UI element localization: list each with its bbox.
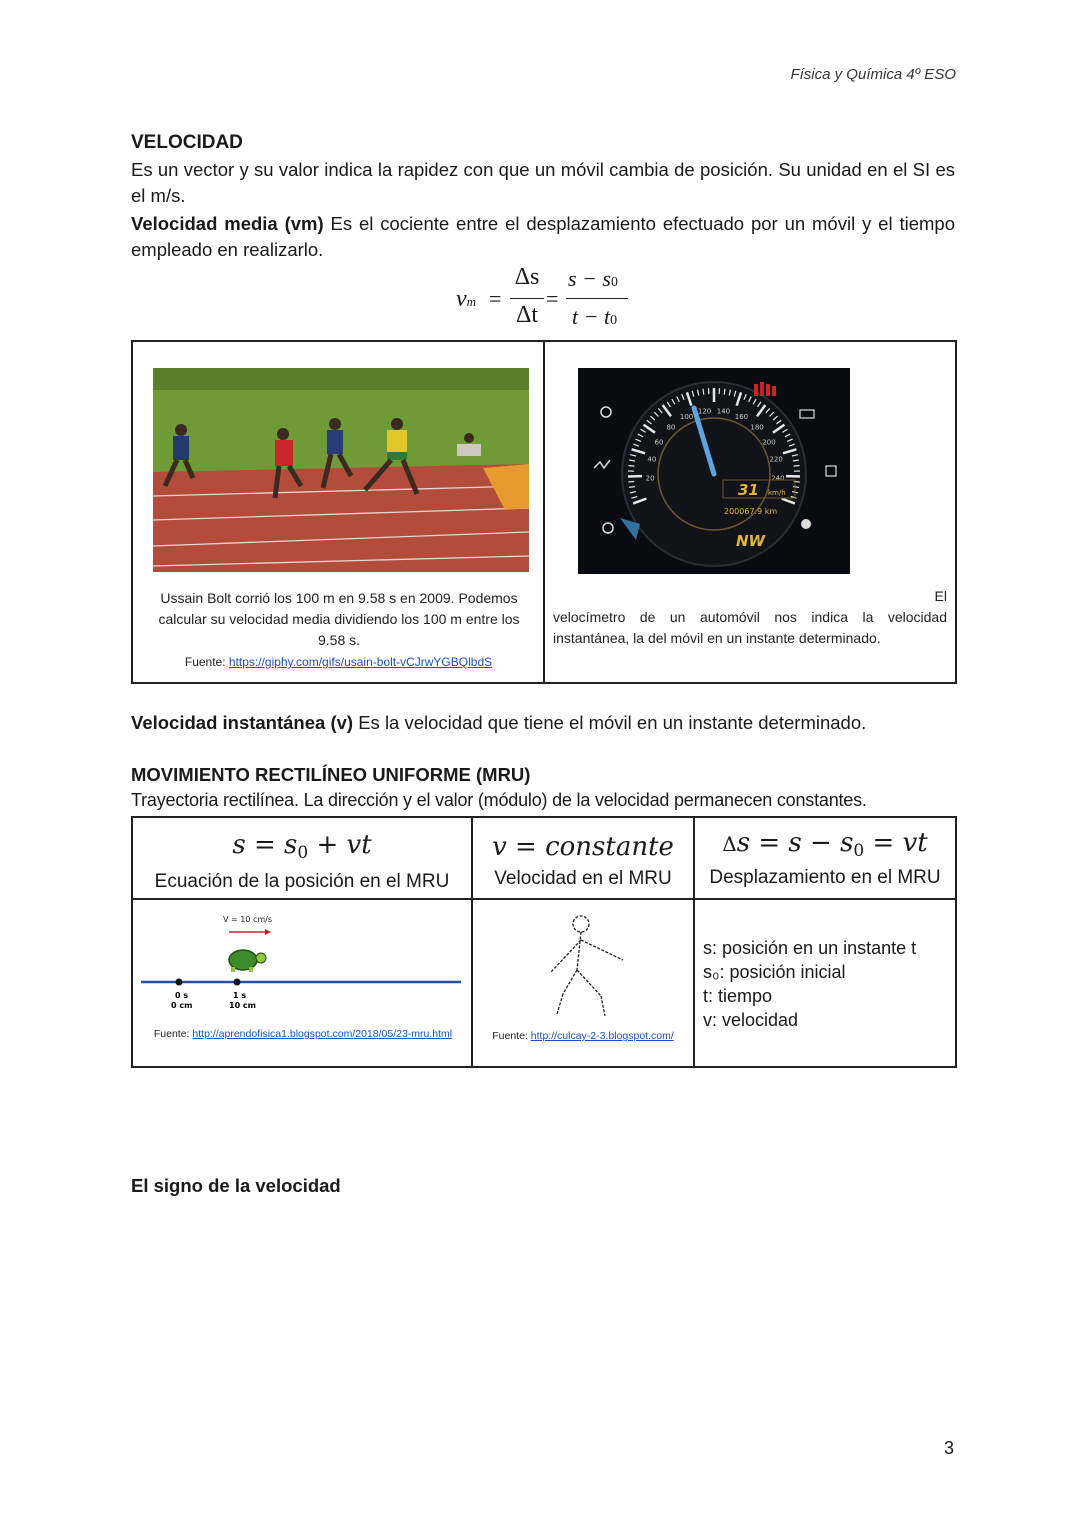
x1-label: 10 cm [229, 1001, 256, 1010]
tick-label: 160 [734, 413, 749, 422]
turtle-source-link[interactable]: http://aprendofisica1.blogspot.com/2018/05/23-mru.html [192, 1028, 453, 1040]
tick-label: 80 [666, 423, 676, 432]
section-title-signo: El signo de la velocidad [131, 1175, 341, 1196]
fraction-bar-1 [510, 298, 544, 299]
variables-legend [703, 936, 916, 1032]
legend-item: s₀: posición inicial [703, 962, 846, 982]
turtle-source [145, 1028, 461, 1041]
bolt-race-image [153, 368, 529, 572]
speed-value: 31 [738, 481, 759, 499]
mru-displacement-header [694, 817, 956, 899]
speedometer-caption-start: El [934, 588, 947, 604]
tick-label: 140 [716, 407, 731, 416]
bolt-source-label: Fuente: [184, 655, 226, 669]
turtle-speed-label: V = 10 cm/s [223, 915, 273, 924]
position-equation-label: Ecuación de la posición en el MRU [154, 871, 450, 892]
page-header: Física y Química 4º ESO [790, 66, 956, 83]
velocidad-media-label: Velocidad media (vm) [131, 213, 324, 234]
tick-label: 40 [647, 455, 657, 464]
walker-source-label: Fuente: [492, 1030, 528, 1042]
velocidad-instantanea-label: Velocidad instantánea (v) [131, 712, 354, 733]
t0-label: 0 s [175, 991, 189, 1000]
settings-icon [801, 519, 811, 529]
tick-mark [628, 466, 634, 467]
speedometer-image [578, 368, 850, 574]
legend-item: s: posición en un instante t [703, 938, 917, 958]
tick-label: 120 [697, 407, 712, 416]
images-table [131, 340, 957, 684]
tick-mark [724, 389, 725, 395]
section-title-mru: MOVIMIENTO RECTILÍNEO UNIFORME (MRU) [131, 764, 531, 785]
bolt-source-link[interactable]: https://giphy.com/gifs/usain-bolt-vCJrwYGBQlbdS [228, 655, 493, 669]
turtle-icon [229, 950, 266, 972]
speedometer-caption: velocímetro de un automóvil nos indica la velocidad instantánea, la del móvil en un instante determinado. [553, 609, 947, 646]
formula-equals-2: = [546, 286, 559, 311]
formula-den1: Δt [515, 302, 539, 328]
velocity-equation: v = constante [492, 832, 674, 862]
x0-label: 0 cm [171, 1001, 193, 1010]
tick-mark [794, 466, 800, 467]
turtle-source-label: Fuente: [153, 1028, 190, 1040]
bolt-cell [132, 341, 544, 683]
tick-mark [628, 481, 634, 482]
mru-table [131, 816, 957, 1068]
velocidad-instantanea-text: Es la velocidad que tiene el móvil en un instante determinado. [358, 712, 867, 733]
page-number: 3 [943, 1438, 954, 1458]
formula-num1: Δs [514, 264, 540, 290]
turtle-diagram [141, 912, 465, 1024]
displacement-equation: $\Delta s = s - s_0$ = vt [722, 828, 928, 861]
velocity-equation-label: Velocidad en el MRU [494, 868, 672, 889]
tick-label: 220 [769, 455, 783, 464]
bolt-source [133, 655, 544, 669]
legend-item: t: tiempo [703, 986, 773, 1006]
tick-label: 200 [762, 438, 776, 447]
mru-velocity-header [472, 817, 694, 899]
velocidad-instantanea-paragraph [131, 710, 961, 736]
mru-position-header [132, 817, 472, 899]
tick-mark [703, 389, 704, 395]
turtle-cell [132, 899, 472, 1067]
tick-label: 180 [750, 423, 764, 432]
walking-person-image [543, 914, 629, 1024]
velocidad-media-paragraph [131, 211, 955, 263]
walker-source-link[interactable]: http://culcay-2-3.blogspot.com/ [530, 1030, 674, 1042]
speed-unit: km/h [768, 489, 786, 497]
legend-cell [694, 899, 956, 1067]
formula-lhs: vm [456, 286, 477, 312]
t1-label: 1 s [233, 991, 247, 1000]
legend-item: v: velocidad [703, 1010, 799, 1030]
tick-label: 240 [771, 474, 785, 483]
velocidad-media-text: Es el cociente entre el desplazamiento efectuado por un móvil y el tiempo empleado en realizarlo. [131, 213, 955, 260]
formula-num2: s − s0 [568, 266, 618, 291]
tick-label: 60 [654, 438, 664, 447]
heading: NW [736, 532, 766, 550]
walker-source [483, 1030, 683, 1043]
formula-equals-1: = [489, 286, 502, 311]
section-title-velocidad: VELOCIDAD [131, 132, 243, 153]
mru-description: Trayectoria rectilínea. La dirección y el valor (módulo) de la velocidad permanecen constantes. [131, 790, 867, 810]
odometer: 200067.9 km [724, 507, 778, 516]
speedometer-cell [544, 341, 956, 683]
formula-den2: t − t0 [572, 304, 618, 329]
velocidad-media-formula [456, 262, 636, 336]
velocidad-intro: Es un vector y su valor indica la rapidez con que un móvil cambia de posición. Su unidad en el SI es el m/s. [131, 159, 955, 206]
bolt-caption: Ussain Bolt corrió los 100 m en 9.58 s en 2009. Podemos calcular su velocidad media dividiendo los 100 m entre los 9.58 s. [158, 590, 520, 648]
walker-cell [472, 899, 694, 1067]
displacement-equation-label: Desplazamiento en el MRU [709, 867, 941, 888]
position-equation: $s = s_0$ + vt [232, 830, 372, 863]
tick-label: 20 [645, 474, 655, 483]
fraction-bar-2 [566, 298, 628, 299]
tick-label: 100 [679, 413, 694, 422]
